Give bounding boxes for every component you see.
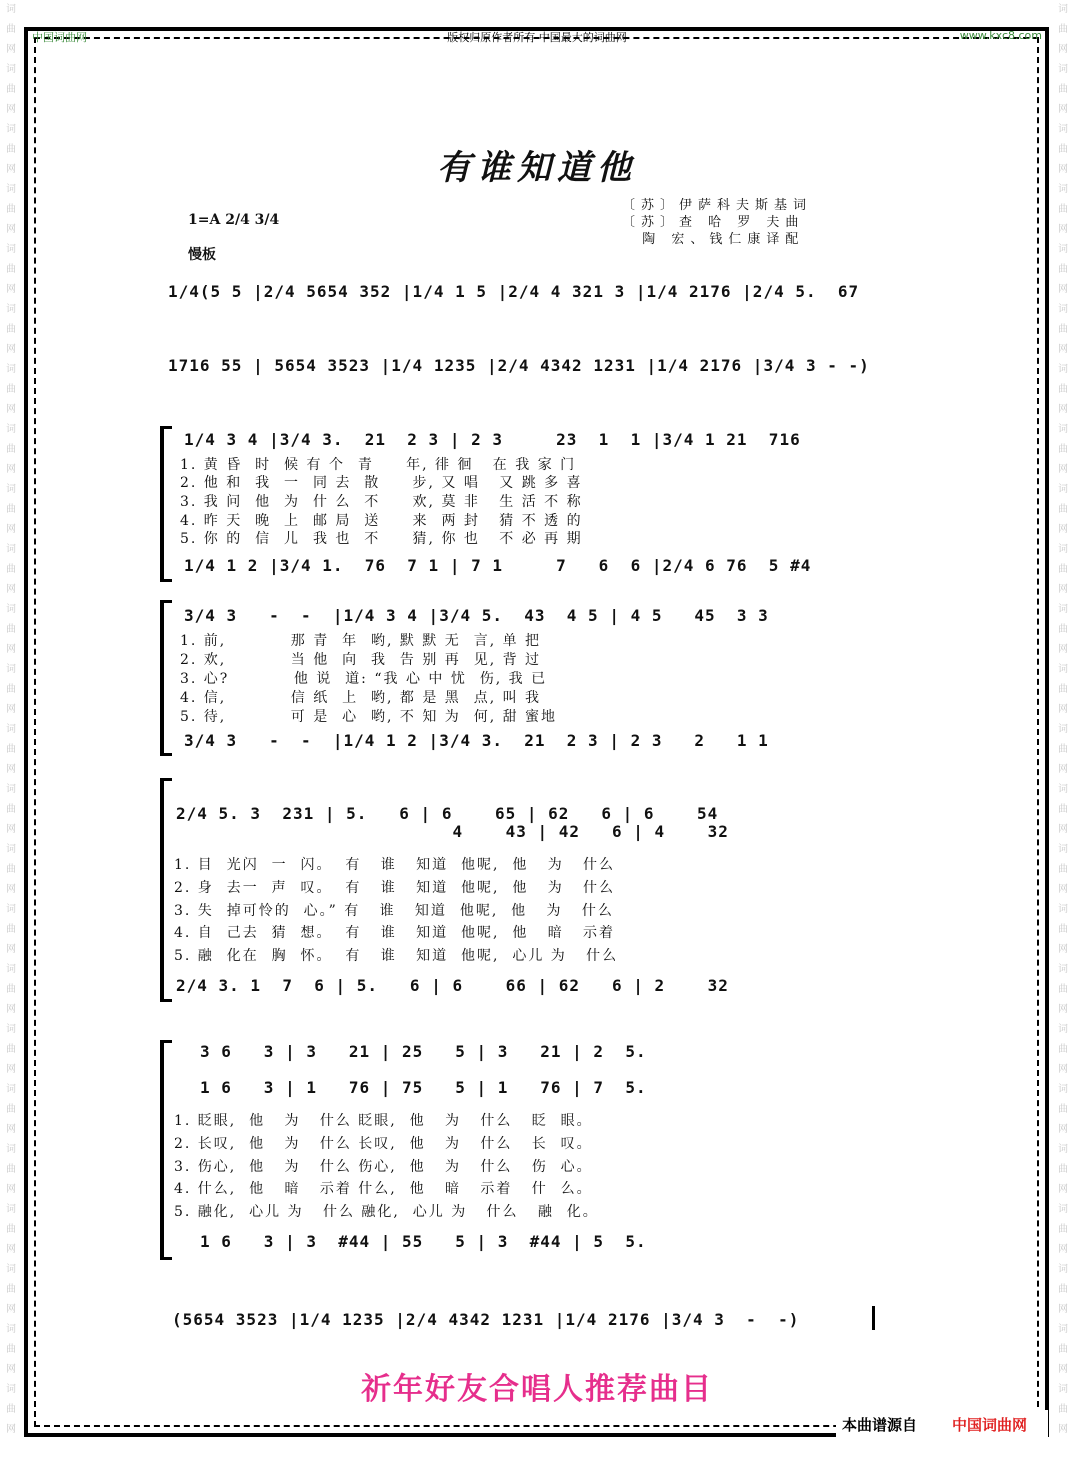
intro-line-2: 1716 55 | 5654 3523 |1/4 1235 |2/4 4342 1231 |1/4 2176 |3/4 3 - -)	[168, 356, 870, 375]
margin-watermark-glyph: 词 曲 网	[6, 484, 16, 535]
system-bracket-b	[160, 600, 172, 756]
verse-d-upper-notes: 3 6 3 | 3 21 | 25 5 | 3 21 | 2 5.	[200, 1042, 647, 1061]
margin-watermark-glyph: 词 曲 网	[1058, 424, 1068, 475]
verse-d-lyric-1: 1. 眨眼, 他 为 什么 眨眼, 他 为 什么 眨 眼。	[174, 1113, 593, 1129]
margin-watermark-glyph: 词 曲 网	[1058, 484, 1068, 535]
system-bracket-d	[160, 1040, 172, 1260]
margin-watermark-glyph: 词 曲 网	[6, 304, 16, 355]
margin-watermark-glyph: 词 曲 网	[6, 1324, 16, 1375]
intro-line-1: 1/4(5 5 |2/4 5654 352 |1/4 1 5 |2/4 4 321 3 |1/4 2176 |2/4 5. 67	[168, 282, 860, 301]
margin-watermark-glyph: 词 曲 网	[6, 1384, 16, 1435]
verse-c-lyric-2: 2. 身 去一 声 叹。 有 谁 知道 他呢, 他 为 什么	[174, 880, 616, 896]
margin-watermark-glyph: 词 曲 网	[1058, 1144, 1068, 1195]
margin-watermark-glyph: 词 曲 网	[6, 1264, 16, 1315]
verse-c-lower-notes: 2/4 3. 1 7 6 | 5. 6 | 6 66 | 62 6 | 2 32	[176, 976, 729, 995]
margin-watermark-glyph: 词 曲 网	[6, 1204, 16, 1255]
margin-watermark-glyph: 词 曲 网	[1058, 844, 1068, 895]
margin-watermark-glyph: 词 曲 网	[6, 64, 16, 115]
verse-a-upper-notes: 1/4 3 4 |3/4 3. 21 2 3 | 2 3 23 1 1 |3/4 1 21 716	[184, 430, 801, 449]
verse-b-lyric-2: 2. 欢, 当 他 向 我 告 别 再 见, 背 过	[180, 652, 542, 668]
margin-watermark-glyph: 词 曲 网	[6, 964, 16, 1015]
verse-a-lyric-5: 5. 你 的 信 儿 我 也 不 猜, 你 也 不 必 再 期	[180, 531, 583, 547]
verse-a-lyric-2: 2. 他 和 我 一 同 去 散 步, 又 唱 又 跳 多 喜	[180, 475, 583, 491]
margin-watermark-glyph: 词 曲 网	[1058, 1384, 1068, 1435]
verse-b-upper-notes: 3/4 3 - - |1/4 3 4 |3/4 5. 43 4 5 | 4 5 45 3 3	[184, 606, 769, 625]
margin-watermark-glyph: 词 曲 网	[6, 844, 16, 895]
verse-d-lyric-4: 4. 什么, 他 暗 示着 什么, 他 暗 示着 什 么。	[174, 1181, 593, 1197]
right-margin-watermark	[1052, 0, 1074, 1462]
verse-a-lower-notes: 1/4 1 2 |3/4 1. 76 7 1 | 7 1 7 6 6 |2/4 6 76 5 #4	[184, 556, 812, 575]
source-brand: 中国词曲网	[952, 1416, 1028, 1434]
verse-b-lyric-5: 5. 待, 可 是 心 哟, 不 知 为 何, 甜 蜜地	[180, 709, 558, 725]
margin-watermark-glyph: 词 曲 网	[6, 424, 16, 475]
verse-b-lower-notes: 3/4 3 - - |1/4 1 2 |3/4 3. 21 2 3 | 2 3 2 1 1	[184, 731, 769, 750]
margin-watermark-glyph: 词 曲 网	[6, 544, 16, 595]
verse-b-lyric-3: 3. 心? 他 说 道: “我 心 中 忧 伤, 我 已	[180, 671, 548, 687]
margin-watermark-glyph: 词 曲 网	[6, 1024, 16, 1075]
margin-watermark-glyph: 词 曲 网	[1058, 364, 1068, 415]
key-signature: 1=A 2/4 3/4	[188, 212, 280, 228]
margin-watermark-glyph: 词 曲 网	[6, 604, 16, 655]
margin-watermark-glyph: 词 曲 网	[1058, 1084, 1068, 1135]
margin-watermark-glyph: 词 曲 网	[6, 1144, 16, 1195]
top-left-watermark: 中国词曲网	[32, 31, 87, 44]
margin-watermark-glyph: 词 曲 网	[1058, 124, 1068, 175]
margin-watermark-glyph: 词 曲 网	[1058, 964, 1068, 1015]
verse-a-lyric-4: 4. 昨 天 晚 上 邮 局 送 来 两 封 猜 不 透 的	[180, 513, 583, 529]
top-center-watermark: 版权归原作者所有 中国最大的词曲网	[447, 31, 627, 44]
margin-watermark-glyph: 词 曲 网	[1058, 1024, 1068, 1075]
margin-watermark-glyph: 词 曲 网	[1058, 1324, 1068, 1375]
margin-watermark-glyph: 词 曲 网	[1058, 664, 1068, 715]
margin-watermark-glyph: 词 曲 网	[1058, 304, 1068, 355]
margin-watermark-glyph: 词 曲 网	[1058, 244, 1068, 295]
recommendation-banner: 祈年好友合唱人推荐曲目	[361, 1372, 713, 1407]
margin-watermark-glyph: 词 曲 网	[6, 784, 16, 835]
top-watermark-bar	[28, 29, 1046, 45]
final-barline	[872, 1306, 875, 1330]
margin-watermark-glyph: 词 曲 网	[6, 364, 16, 415]
margin-watermark-glyph: 词 曲 网	[1058, 4, 1068, 55]
verse-d-upper-notes-2: 1 6 3 | 1 76 | 75 5 | 1 76 | 7 5.	[200, 1078, 647, 1097]
tempo-marking: 慢板	[188, 247, 216, 263]
verse-c-upper-notes-2: 4 43 | 42 6 | 4 32	[176, 822, 729, 841]
margin-watermark-glyph: 词 曲 网	[6, 244, 16, 295]
verse-a-lyric-3: 3. 我 问 他 为 什 么 不 欢, 莫 非 生 活 不 称	[180, 494, 583, 510]
verse-d-lower-notes: 1 6 3 | 3 #44 | 55 5 | 3 #44 | 5 5.	[200, 1232, 647, 1251]
verse-c-upper-notes: 2/4 5. 3 231 | 5. 6 | 6 65 | 62 6 | 6 54	[176, 804, 719, 823]
system-bracket-a	[160, 426, 172, 582]
margin-watermark-glyph: 词 曲 网	[6, 724, 16, 775]
verse-b-lyric-4: 4. 信, 信 纸 上 哟, 都 是 黑 点, 叫 我	[180, 690, 542, 706]
margin-watermark-glyph: 词 曲 网	[1058, 1204, 1068, 1255]
coda-line: (5654 3523 |1/4 1235 |2/4 4342 1231 |1/4 2176 |3/4 3 - -)	[172, 1310, 800, 1329]
verse-d-lyric-2: 2. 长叹, 他 为 什么 长叹, 他 为 什么 长 叹。	[174, 1136, 593, 1152]
margin-watermark-glyph: 词 曲 网	[1058, 1264, 1068, 1315]
margin-watermark-glyph: 词 曲 网	[1058, 904, 1068, 955]
margin-watermark-glyph: 词 曲 网	[1058, 64, 1068, 115]
margin-watermark-glyph: 词 曲 网	[6, 904, 16, 955]
margin-watermark-glyph: 词 曲 网	[6, 664, 16, 715]
source-label: 本曲谱源自	[842, 1416, 918, 1434]
margin-watermark-glyph: 词 曲 网	[1058, 724, 1068, 775]
verse-c-lyric-4: 4. 自 己去 猜 想。 有 谁 知道 他呢, 他 暗 示着	[174, 925, 616, 941]
margin-watermark-glyph: 词 曲 网	[6, 4, 16, 55]
margin-watermark-glyph: 词 曲 网	[1058, 604, 1068, 655]
verse-a-lyric-1: 1. 黄 昏 时 候 有 个 青 年, 徘 徊 在 我 家 门	[180, 457, 577, 473]
verse-c-lyric-3: 3. 失 掉可怜的 心。” 有 谁 知道 他呢, 他 为 什么	[174, 903, 614, 919]
margin-watermark-glyph: 词 曲 网	[6, 1084, 16, 1135]
margin-watermark-glyph: 词 曲 网	[1058, 784, 1068, 835]
verse-c-lyric-1: 1. 目 光闪 一 闪。 有 谁 知道 他呢, 他 为 什么	[174, 857, 616, 873]
left-margin-watermark	[0, 0, 22, 1462]
system-bracket-c	[160, 778, 172, 1002]
verse-b-lyric-1: 1. 前, 那 青 年 哟, 默 默 无 言, 单 把	[180, 633, 542, 649]
song-credits: 〔苏〕伊萨科夫斯基词 〔苏〕查 哈 罗 夫曲 陶 宏、钱仁康译配	[622, 198, 813, 247]
verse-c-lyric-5: 5. 融 化在 胸 怀。 有 谁 知道 他呢, 心儿 为 什么	[174, 948, 619, 964]
margin-watermark-glyph: 词 曲 网	[6, 184, 16, 235]
song-title: 有谁知道他	[437, 148, 637, 188]
margin-watermark-glyph: 词 曲 网	[1058, 544, 1068, 595]
top-right-watermark: www.kxc8.com	[959, 29, 1042, 42]
margin-watermark-glyph: 词 曲 网	[6, 124, 16, 175]
verse-d-lyric-3: 3. 伤心, 他 为 什么 伤心, 他 为 什么 伤 心。	[174, 1159, 593, 1175]
margin-watermark-glyph: 词 曲 网	[1058, 184, 1068, 235]
verse-d-lyric-5: 5. 融化, 心儿 为 什么 融化, 心儿 为 什么 融 化。	[174, 1204, 599, 1220]
